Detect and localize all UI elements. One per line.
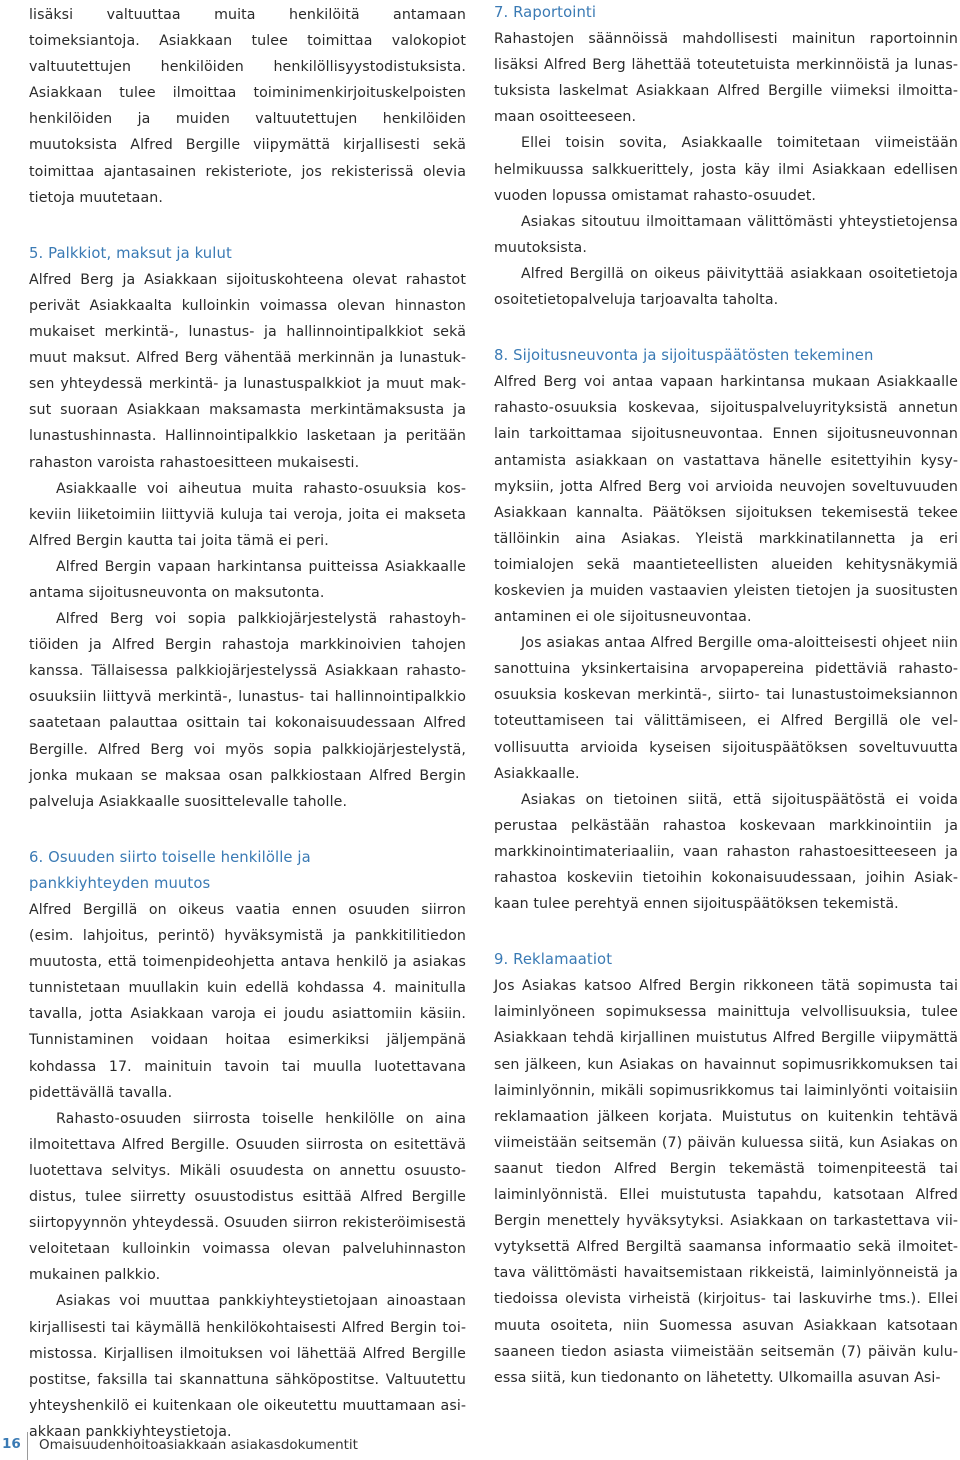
section-8-heading: 8. Sijoitusneuvonta ja sijoituspäätösten tekeminen	[494, 347, 874, 365]
page-footer	[0, 1432, 960, 1460]
section-7-paragraph-3: Asiakas sitoutuu ilmoittamaan välittömästi yhteystietojensa muutoksista.	[494, 213, 958, 256]
section-5-paragraph-3: Alfred Bergin vapaan harkintansa puitteissa Asiakkaalle antama sijoitusneuvonta on maksutonta.	[29, 558, 466, 601]
section-6-paragraph-2: Rahasto-osuuden siirrosta toiselle henkilölle on aina ilmoitettava Alfred Bergille. Osuuden siirrosta on esitettävä luotettava selvitys. Mikäli osuudesta on annettu osuustodistus, tulee siirretty osuustodistus esittää Alfred Bergille siirtopyynnön yhteydessä. Osuuden siirron rekisteröimisestä veloitetaan kulloinkin voimassa olevan palveluhinnaston mukainen palkkio.	[29, 1110, 466, 1284]
section-6-paragraph-3: Asiakas voi muuttaa pankkiyhteystietojaan ainoastaan kirjallisesti tai käymällä henkilökohtaisesti Alfred Bergin toimistossa. Kirjallisen ilmoituksen voi lähettää Alfred Bergille postitse, faksilla tai skannattuna sähköpostitse. Valtuutettu yhteyshenkilö ei kuitenkaan ole oikeutettu muuttamaan asiakkaan pankkiyhteystietoja.	[29, 1293, 466, 1440]
section-5-paragraph-2: Asiakkaalle voi aiheutua muita rahasto-osuuksia koskeviin liiketoimiin liittyviä kuluja tai veroja, joita ei makseta Alfred Bergin kautta tai joita tämä ei peri.	[29, 480, 466, 549]
section-6-heading-line-1: 6. Osuuden siirto toiselle henkilölle ja	[29, 848, 311, 866]
section-8-paragraph-2: Jos asiakas antaa Alfred Bergille oma-aloitteisesti ohjeet niin sanottuina yksinkertaisina arvopapereina pidettäviä rahastoosuuksia koskevan merkintä-, siirto- tai lunastustoimeksiannon toteuttamiseen tai välittämiseen, ei Alfred Bergillä ole velvollisuutta arvioida kyseisen sijoituspäätöksen soveltuvuutta Asiakkaalle.	[494, 635, 958, 782]
section-6-heading	[29, 845, 466, 897]
right-column	[494, 0, 958, 1391]
section-9-heading: 9. Reklamaatiot	[494, 951, 613, 969]
section-7-heading: 7. Raportointi	[494, 4, 597, 21]
section-7-paragraph-1: Rahastojen säännöissä mahdollisesti mainitun raportoinnin lisäksi Alfred Berg lähettää toteutetuista merkinnöistä ja lunastuksista laskelmat Asiakkaan Alfred Bergille viimeksi ilmoittamaan osoitteeseen.	[494, 31, 958, 126]
section-5-heading: 5. Palkkiot, maksut ja kulut	[29, 244, 232, 262]
section-8-paragraph-3: Asiakas on tietoinen siitä, että sijoituspäätöstä ei voida perustaa pelkästään rahastoa koskevaan markkinointiin ja markkinointimateriaaliin, vaan rahaston rahastoesitteeseen ja rahastoa koskeviin tietoihin kokonaisuudessaan, joihin Asiakkaan tulee perehtyä ennen sijoituspäätöksen tekemistä.	[494, 791, 958, 913]
document-title: Omaisuudenhoitoasiakkaan asiakasdokumentit	[39, 1437, 358, 1453]
section-8-paragraph-1: Alfred Berg voi antaa vapaan harkintansa mukaan Asiakkaalle rahasto-osuuksia koskevaa, sijoituspalveluyrityksistä annetun lain tarkoittamaa sijoitusneuvontaa. Ennen sijoitusneuvonnan antamista asiakkaan on vastattava hänelle esitettyihin kysymyksiin, jotta Alfred Berg voi arvioida neuvojen soveltuvuuden Asiakkaan kannalta. Päätöksen sijoituksen tekemisestä tekee tällöinkin aina Asiakas. Yleistä markkinatilannetta ja eri toimialojen sekä maantieteellisten alueiden kehitysnäkymiä koskevien ja muiden vastaavien yleisten tietojen ja suositusten antaminen ei ole sijoitusneuvontaa.	[494, 374, 958, 626]
left-column	[29, 2, 466, 1445]
section-7-paragraph-4: Alfred Bergillä on oikeus päivityttää asiakkaan osoitetietoja osoitetietopalveluja tarjoavalta taholta.	[494, 265, 958, 309]
page-number: 16	[2, 1436, 21, 1452]
intro-paragraph: lisäksi valtuuttaa muita henkilöitä antamaan toimeksiantoja. Asiakkaan tulee toimittaa valokopiot valtuutettujen henkilöiden henkilöllisyystodistuksista. Asiakkaan tulee ilmoittaa toiminimenkirjoituskelpoisten henkilöiden ja muiden valtuutettujen henkilöiden muutoksista Alfred Bergille viipymättä kirjallisesti sekä toimittaa ajantasainen rekisteriote, jos rekisterissä olevia tietoja muutetaan.	[29, 7, 466, 206]
section-6-paragraph-1: Alfred Bergillä on oikeus vaatia ennen osuuden siirron (esim. lahjoitus, perintö) hyväksymistä ja pankkitilitiedon muutosta, että toimenpideohjetta antava henkilö ja asiakas tunnistetaan muullakin kuin edellä kohdassa 4. mainitulla tavalla, jotta Asiakkaan varoja ei joudu asiattomiin käsiin. Tunnistaminen voidaan hoitaa esimerkiksi jäljempänä kohdassa 17. mainituin tavoin tai muulla luotettavana pidettävällä tavalla.	[29, 902, 466, 1101]
section-5-paragraph-4: Alfred Berg voi sopia palkkiojärjestelystä rahastoyhtiöiden ja Alfred Bergin rahastoja markkinoivien tahojen kanssa. Tällaisessa palkkiojärjestelyssä Asiakkaan rahastoosuuksiin liittyvä merkintä-, lunastus- tai hallinnointipalkkio saatetaan palauttaa osittain tai kokonaisuudessaan Alfred Bergille. Alfred Berg voi myös sopia palkkiojärjestelystä, jonka mukaan se maksaa osan palkkiostaan Alfred Bergin palveluja Asiakkaalle suosittelevalle taholle.	[29, 611, 466, 810]
section-5-paragraph-1: Alfred Berg ja Asiakkaan sijoituskohteena olevat rahastot perivät Asiakkaalta kulloinkin voimassa olevan hinnaston mukaiset merkintä-, lunastus- ja hallinnointipalkkiot sekä muut maksut. Alfred Berg vähentää merkinnän ja lunastuksen yhteydessä merkintä- ja lunastuspalkkiot ja muut maksut suoraan Asiakkaan maksamasta merkintämaksusta ja lunastushinnasta. Hallinnointipalkkio lasketaan ja peritään rahaston varoista rahastoesitteen mukaisesti.	[29, 271, 466, 471]
section-7-paragraph-2: Ellei toisin sovita, Asiakkaalle toimitetaan viimeistään helmikuussa salkkuerittely, josta käy ilmi Asiakkaan edellisen vuoden lopussa omistamat rahasto-osuudet.	[494, 135, 958, 204]
section-6-heading-line-2: pankkiyhteyden muutos	[29, 874, 211, 892]
section-9-paragraph-1: Jos Asiakas katsoo Alfred Bergin rikkoneen tätä sopimusta tai laiminlyöneen sopimuksessa mainittuja velvollisuuksia, tulee Asiakkaan tehdä kirjallinen muistutus Alfred Bergille viipymättä sen jälkeen, kun Asiakas on havainnut sopimusrikkomuksen tai laiminlyönnin, mikäli sopimusrikkomus tai laiminlyönti voitaisiin reklamaation jälkeen korjata. Muistutus on kuitenkin tehtävä viimeistään seitsemän (7) päivän kuluessa siitä, kun Asiakas on saanut tiedon Alfred Bergin tekemästä toimenpiteestä tai laiminlyönnistä. Ellei muistutusta tapahdu, katsotaan Alfred Bergin menettely hyväksytyksi. Asiakkaan on tarkastettava viivytyksettä Alfred Bergiltä saamansa informaatio sekä ilmoitettava välittömästi havaitsemistaan rikkeistä, laiminlyönneistä ja tiedoissa olevista virheistä (kirjoitus- tai laskuvirhe tms.). Ellei muuta osoiteta, niin Suomessa asuvan Asiakkaan katsotaan saaneen tiedon asiasta viimeistään seitsemän (7) päivän kuluessa siitä, kun tiedonanto on lähetetty. Ulkomailla asuvan Asi-	[494, 978, 958, 1386]
footer-divider	[27, 1432, 28, 1460]
